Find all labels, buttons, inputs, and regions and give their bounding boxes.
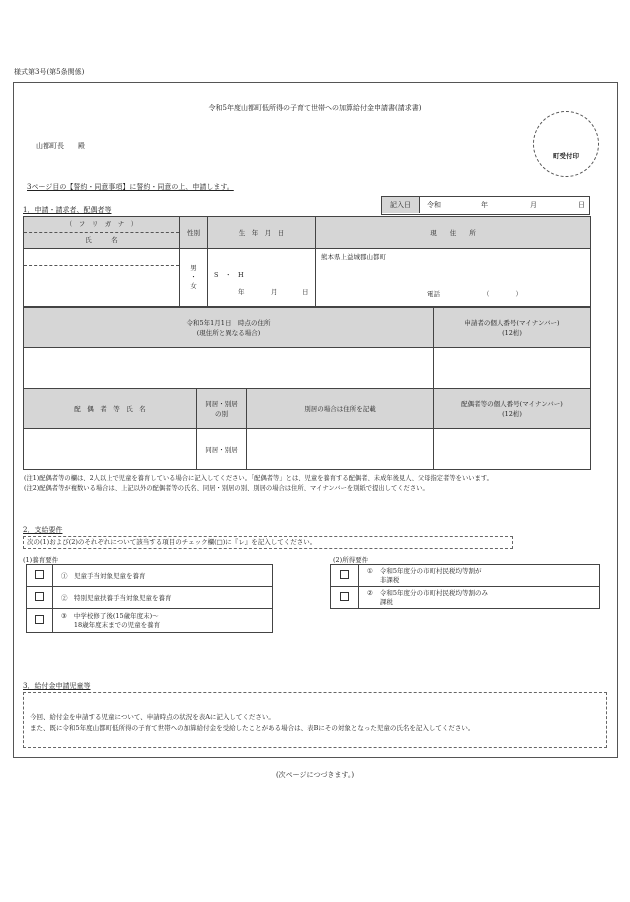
group2-checkbox-1[interactable] bbox=[331, 565, 359, 587]
dob-label: 生 年 月 日 bbox=[208, 217, 316, 249]
group1-checkbox-1[interactable] bbox=[27, 565, 53, 587]
entry-day-unit: 日 bbox=[578, 201, 585, 209]
group1-item-num: ③ bbox=[61, 611, 67, 620]
applicant-mynumber-input[interactable] bbox=[434, 348, 591, 389]
group2-item-num: ② bbox=[367, 588, 373, 597]
spouse-name-input[interactable] bbox=[24, 429, 197, 470]
group1-item-text: 特別児童扶養手当対象児童を養育 bbox=[74, 594, 172, 602]
group1-item-3 bbox=[27, 609, 273, 633]
spouse-mynumber-input[interactable] bbox=[434, 429, 591, 470]
section2-heading: 2．支給要件 bbox=[23, 526, 63, 534]
group1-table bbox=[26, 564, 273, 633]
group1-item-text: 児童手当対象児童を養育 bbox=[74, 572, 146, 580]
section3-line-2: また、既に令和5年度山都町低所得の子育て世帯への加算給付金を受給したことがある場合は、表Bにその対象となった児童の氏名を記入してください。 bbox=[30, 724, 475, 732]
group1-checkbox-2[interactable] bbox=[27, 587, 53, 609]
pledge-note: 3ページ目の【誓約・同意事項】に誓約・同意の上、申請します。 bbox=[27, 183, 234, 191]
address-value: 熊本県上益城郡山都町 bbox=[321, 253, 386, 261]
sex-options[interactable]: 男 ・ 女 bbox=[180, 249, 208, 307]
dob-month-unit: 月 bbox=[271, 288, 278, 296]
applicant-mynumber-label: 申請者の個人番号(マイナンバー) (12桁) bbox=[434, 308, 591, 348]
addressee: 山都町長 殿 bbox=[36, 142, 85, 150]
group1-item-num: ② bbox=[61, 594, 68, 602]
section3-box bbox=[23, 692, 607, 748]
continued-note: (次ページにつづきます。) bbox=[275, 771, 355, 779]
applicant-table bbox=[23, 216, 591, 307]
section3-heading: 3．給付金申請児童等 bbox=[23, 682, 91, 690]
section1-heading: 1．申請・請求者、配偶者等 bbox=[23, 206, 112, 214]
section2-instruction: 次の(1)および(2)のそれぞれについて該当する項目のチェック欄(□)に『レ』を記入してください。 bbox=[23, 536, 513, 549]
furigana-input[interactable] bbox=[24, 249, 179, 266]
stamp-label: 町受付印 bbox=[553, 152, 579, 160]
note-1: (注1)配偶者等の欄は、2人以上で児童を養育している場合に記入してください。「配偶者等」とは、児童を養育する配偶者、未成年後見人、父母指定者等をいいます。 bbox=[24, 475, 493, 482]
separate-address-label: 別居の場合は住所を記載 bbox=[247, 389, 434, 429]
jan1-address-input[interactable] bbox=[24, 348, 434, 389]
spouse-name-label: 配 偶 者 等 氏 名 bbox=[24, 389, 197, 429]
spouse-mynumber-label: 配偶者等の個人番号(マイナンバー) (12桁) bbox=[434, 389, 591, 429]
group1-title: (1)養育要件 bbox=[23, 556, 59, 564]
jan1-address-label: 令和5年1月1日 時点の住所 (現住所と異なる場合) bbox=[24, 308, 434, 348]
group2-item-num: ① bbox=[367, 566, 373, 575]
form-number: 様式第3号(第5条関係) bbox=[14, 68, 85, 76]
phone-label: 電話 bbox=[427, 290, 440, 298]
form-title: 令和5年度山都町低所得の子育て世帯への加算給付金申請書(請求書) bbox=[208, 104, 422, 112]
entry-year-unit: 年 bbox=[481, 201, 488, 209]
group2-item-text: 令和5年度分の市町村民税均等割のみ 課税 bbox=[379, 588, 488, 606]
group1-item-num: ① bbox=[61, 572, 68, 580]
cohabit-value[interactable]: 同居・別居 bbox=[197, 429, 247, 470]
dob-year-unit: 年 bbox=[238, 288, 245, 296]
group2-item-text: 令和5年度分の市町村民税均等割が 非課税 bbox=[379, 566, 482, 584]
group2-title: (2)所得要件 bbox=[333, 556, 369, 564]
dob-input-cell[interactable] bbox=[208, 249, 316, 307]
group2-item-1 bbox=[331, 565, 600, 587]
phone-parens: （ ） bbox=[483, 290, 522, 298]
entry-date-box bbox=[381, 196, 590, 215]
group1-item-text: 中学校修了後(15歳年度末)～ 18歳年度末までの児童を養育 bbox=[73, 611, 161, 629]
address-label: 現 住 所 bbox=[316, 217, 591, 249]
name-label: 氏 名 bbox=[85, 236, 118, 244]
group1-item-1 bbox=[27, 565, 273, 587]
group1-item-2 bbox=[27, 587, 273, 609]
dob-day-unit: 日 bbox=[302, 288, 309, 296]
group2-checkbox-2[interactable] bbox=[331, 587, 359, 609]
dob-era: S ・ H bbox=[214, 271, 244, 279]
separate-address-input[interactable] bbox=[247, 429, 434, 470]
group1-checkbox-3[interactable] bbox=[27, 609, 53, 633]
sex-label: 性別 bbox=[180, 217, 208, 249]
note-2: (注2)配偶者等が複数いる場合は、上記以外の配偶者等の氏名、同居・別居の別、別居の場合は住所、マイナンバーを別紙で提出してください。 bbox=[24, 485, 429, 492]
address-input-cell[interactable] bbox=[316, 249, 591, 307]
entry-date-era: 令和 bbox=[427, 201, 441, 209]
name-input-cell[interactable] bbox=[24, 249, 180, 307]
entry-date-label: 記入日 bbox=[382, 197, 420, 213]
cohabit-label: 同居・別居 の別 bbox=[197, 389, 247, 429]
spouse-table bbox=[23, 388, 591, 470]
furigana-label: （ フ リ ガ ナ ） bbox=[24, 217, 179, 233]
entry-month-unit: 月 bbox=[530, 201, 537, 209]
jan1-address-table bbox=[23, 307, 591, 389]
section3-line-1: 今回、給付金を申請する児童について、申請時点の状況を表Aに記入してください。 bbox=[30, 713, 275, 721]
group2-table bbox=[330, 564, 600, 609]
group2-item-2 bbox=[331, 587, 600, 609]
reception-stamp-area bbox=[533, 111, 599, 177]
name-input[interactable] bbox=[24, 266, 179, 306]
